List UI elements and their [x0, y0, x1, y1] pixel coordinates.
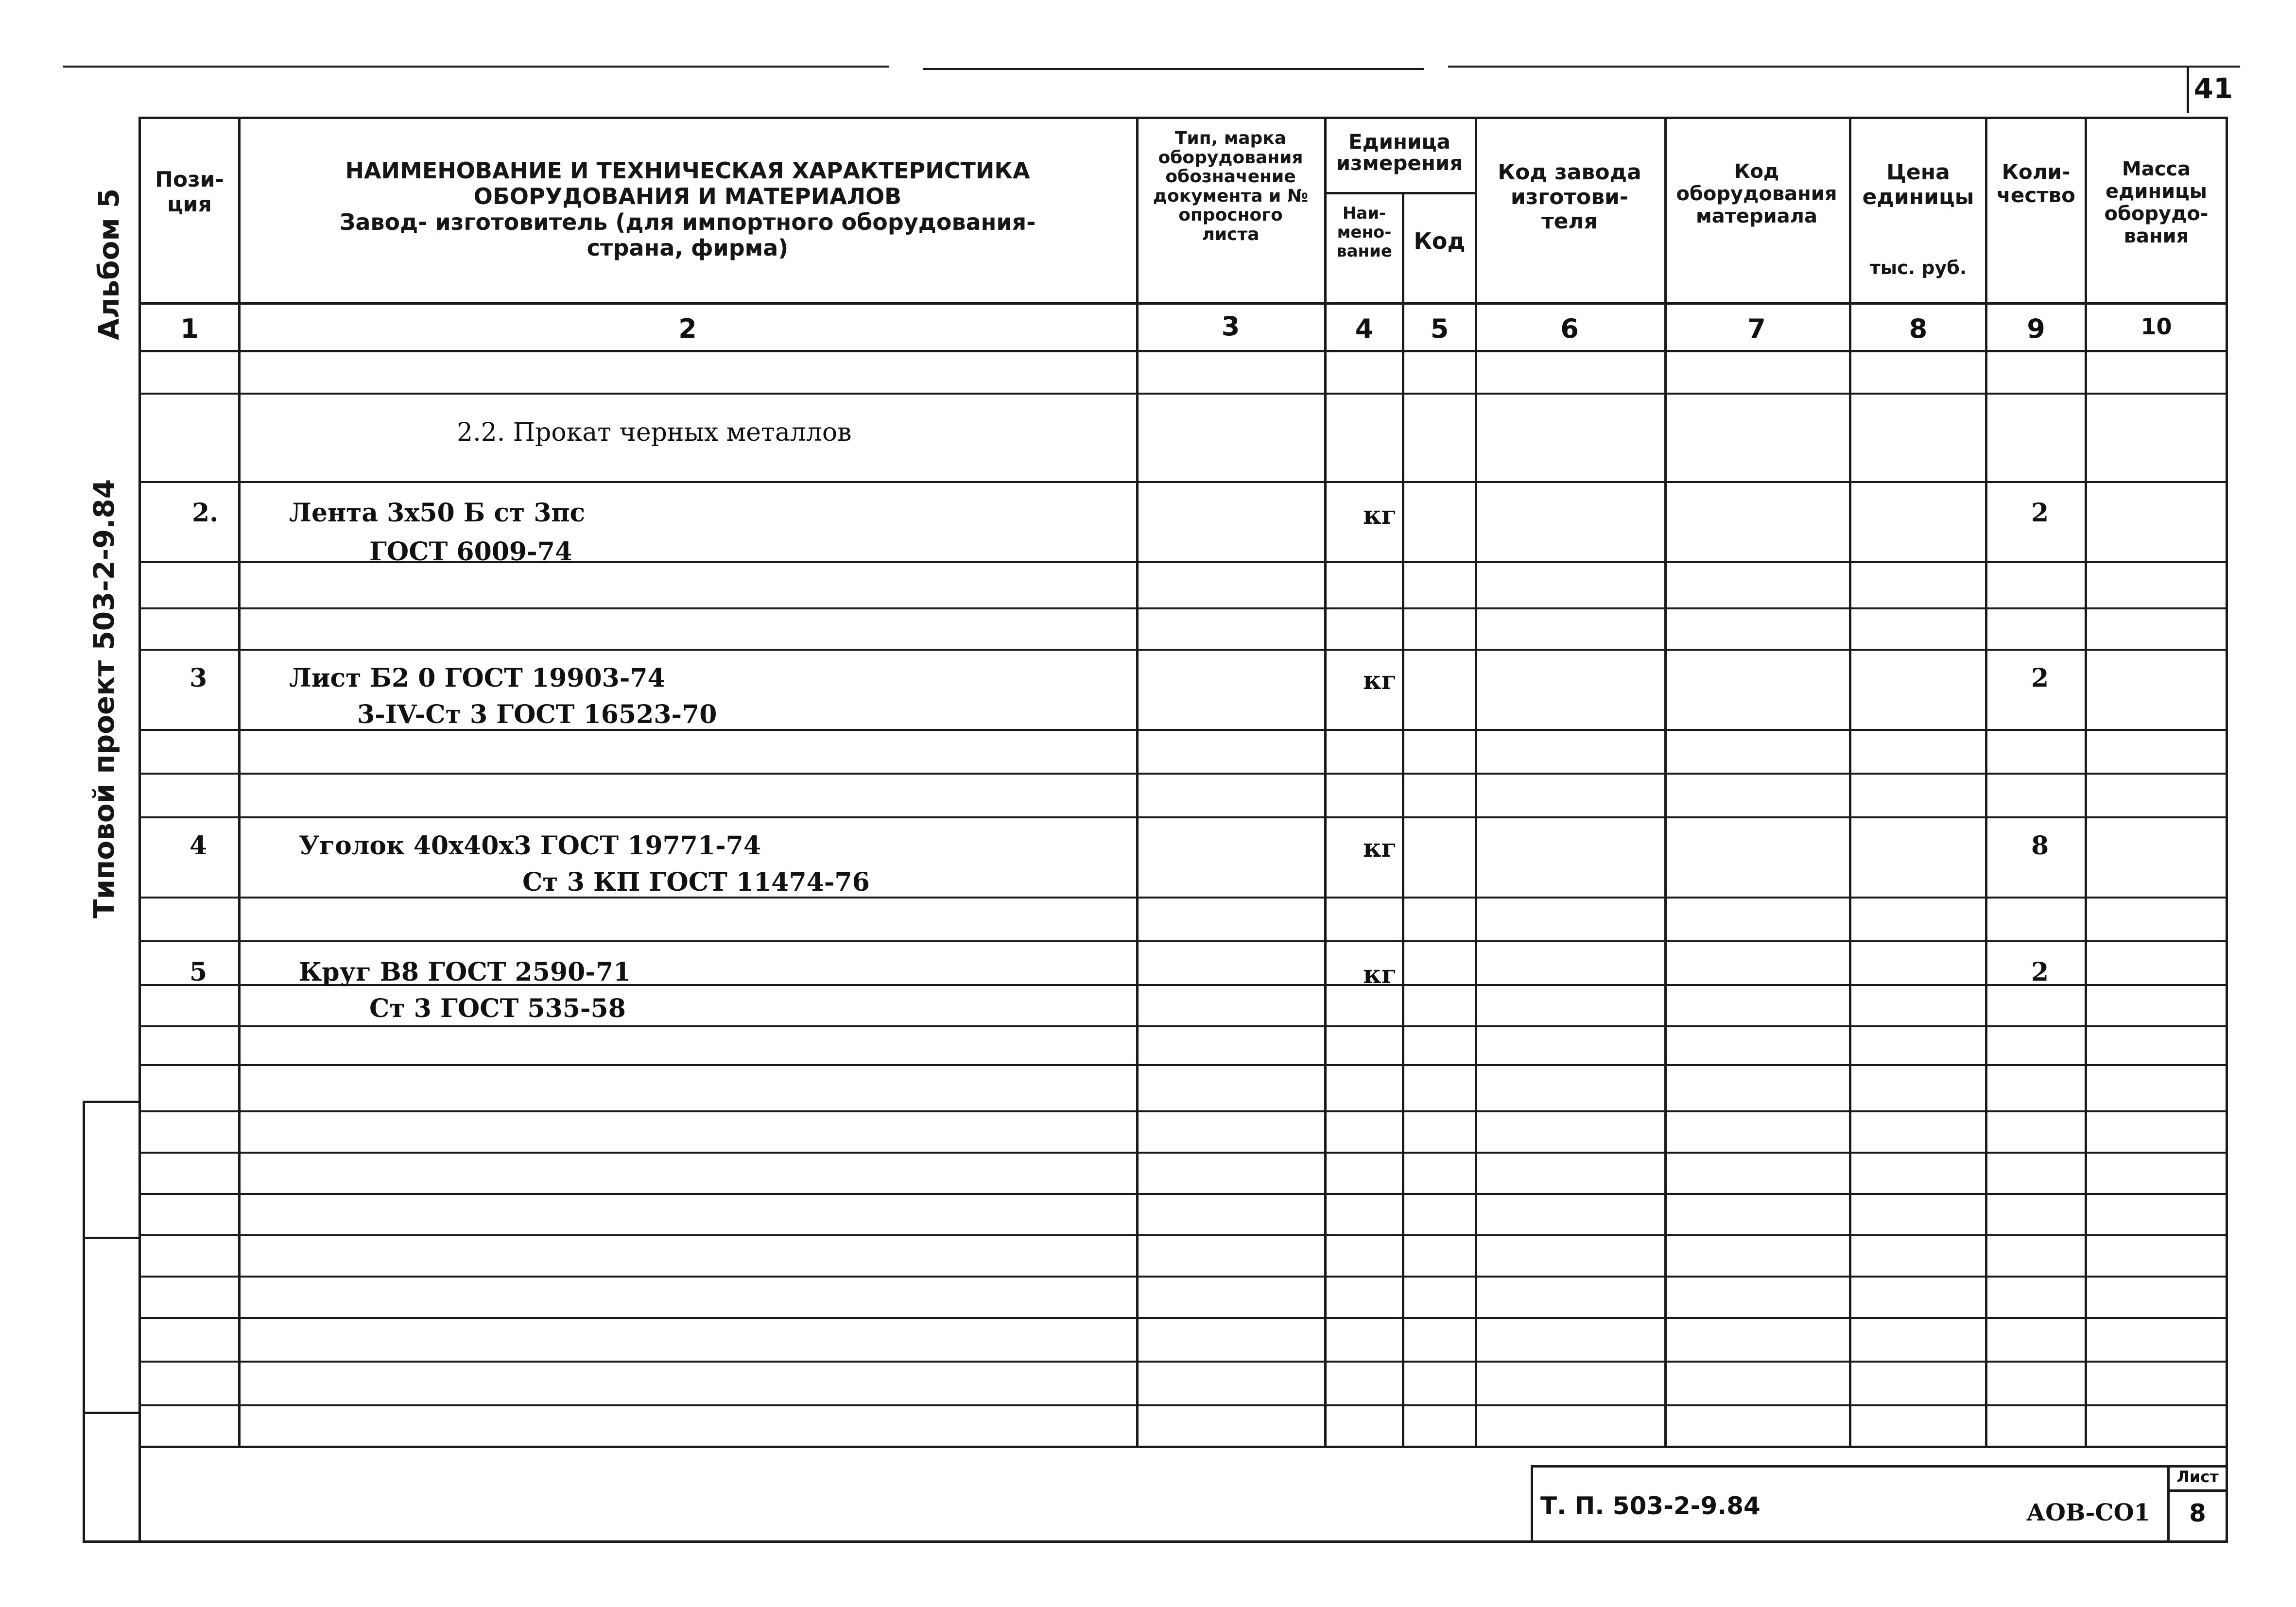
header-price: Цена единицы: [1862, 160, 1974, 209]
row-unit: кг: [1363, 501, 1397, 530]
page-number: 41: [2193, 72, 2233, 105]
row-position: 5: [190, 957, 207, 987]
top-rule-2: [923, 68, 1424, 70]
colnum-10: 10: [2141, 313, 2172, 340]
col-line-4: [1402, 192, 1404, 1448]
row-item-standard: 3-IV-Ст 3 ГОСТ 16523-70: [357, 700, 717, 729]
row-unit: кг: [1363, 833, 1397, 863]
row-rule: [138, 1064, 2228, 1066]
row-quantity: 8: [2031, 831, 2049, 861]
row-quantity: 2: [2031, 663, 2049, 693]
header-plant-code: Код завода изготови- теля: [1498, 160, 1641, 234]
header-mass: Масса единицы оборудо- вания: [2104, 158, 2209, 247]
unit-subheader-rule: [1324, 192, 1475, 194]
colnum-bottom-rule: [138, 350, 2228, 352]
colnum-2: 2: [678, 313, 697, 344]
colnum-9: 9: [2027, 313, 2045, 344]
row-item-name: Уголок 40х40х3 ГОСТ 19771-74: [299, 831, 761, 861]
stamp-designation: Т. П. 503-2-9.84: [1540, 1492, 1761, 1520]
top-rule-1: [63, 66, 889, 68]
stamp-sheet-number: 8: [2189, 1499, 2206, 1527]
row-rule: [138, 1361, 2228, 1363]
row-rule: [138, 1404, 2228, 1406]
row-rule: [138, 1234, 2228, 1236]
row-rule: [138, 1276, 2228, 1278]
side-strip-lower: [83, 1412, 141, 1414]
colnum-5: 5: [1430, 313, 1449, 344]
side-strip-mid: [83, 1237, 141, 1239]
colnum-3: 3: [1221, 311, 1240, 342]
frame-bottom: [83, 1540, 2228, 1543]
row-position: 3: [190, 663, 207, 693]
row-rule: [138, 393, 2228, 395]
row-item-name: Круг В8 ГОСТ 2590-71: [299, 957, 631, 987]
row-rule: [138, 649, 2228, 651]
colnum-6: 6: [1560, 313, 1579, 344]
frame-left: [138, 117, 141, 1540]
frame-right: [2226, 117, 2228, 1540]
side-strip-top: [83, 1101, 141, 1103]
row-rule: [138, 607, 2228, 609]
stamp-sheet-label: Лист: [2176, 1468, 2219, 1486]
row-item-name: Лента 3х50 Б ст 3пс: [289, 498, 586, 528]
section-title: 2.2. Прокат черных металлов: [457, 418, 852, 447]
header-unit-code: Код: [1414, 228, 1466, 254]
header-equipment-code: Код оборудования материала: [1676, 160, 1837, 227]
colnum-7: 7: [1747, 313, 1766, 344]
row-rule: [138, 940, 2228, 942]
row-rule: [138, 816, 2228, 818]
top-rule-3: [1448, 66, 2240, 68]
stamp-code: АОВ-СО1: [2026, 1499, 2150, 1526]
stamp-sheet-rule: [2167, 1489, 2228, 1492]
col-line-2: [1136, 117, 1139, 1448]
row-unit: кг: [1363, 960, 1397, 989]
page-number-box-left: [2187, 67, 2189, 113]
header-name: НАИМЕНОВАНИЕ И ТЕХНИЧЕСКАЯ ХАРАКТЕРИСТИКА ОБОРУДОВАНИЯ И МАТЕРИАЛОВ Завод- изготовитель (для импортного оборудования- страна, фирма): [339, 157, 1036, 261]
stamp-top: [1531, 1465, 2228, 1468]
row-item-standard: Ст 3 ГОСТ 535-58: [369, 994, 626, 1023]
row-rule: [138, 1152, 2228, 1154]
col-line-1: [238, 117, 241, 1448]
header-type: Тип, марка оборудования обозначение документа и № опросного листа: [1153, 128, 1309, 244]
header-price-unit: тыс. руб.: [1869, 257, 1967, 278]
row-unit: кг: [1363, 666, 1397, 695]
header-position: Пози- ция: [155, 167, 224, 217]
project-caption: Типовой проект 503-2-9.84: [87, 479, 121, 918]
colnum-1: 1: [180, 313, 199, 344]
colnum-4: 4: [1355, 313, 1374, 344]
row-item-standard: Ст 3 КП ГОСТ 11474-76: [522, 867, 870, 897]
row-rule: [138, 1025, 2228, 1027]
side-strip-left: [83, 1101, 85, 1543]
album-caption: Альбом 5: [92, 188, 125, 340]
row-rule: [138, 481, 2228, 483]
row-quantity: 2: [2031, 957, 2049, 987]
row-rule: [138, 1110, 2228, 1112]
row-rule: [138, 773, 2228, 775]
header-quantity: Коли- чество: [1997, 160, 2075, 207]
row-rule: [138, 1193, 2228, 1195]
table-bottom-rule: [138, 1446, 2228, 1448]
header-unit-name: Наи- мено- вание: [1336, 204, 1392, 261]
row-quantity: 2: [2031, 498, 2049, 528]
header-bottom-rule: [138, 302, 2228, 305]
row-position: 2.: [192, 498, 219, 528]
row-position: 4: [190, 831, 207, 861]
stamp-left: [1531, 1465, 1533, 1543]
row-item-standard: ГОСТ 6009-74: [369, 537, 573, 567]
row-rule: [138, 1317, 2228, 1319]
colnum-8: 8: [1909, 313, 1928, 344]
header-unit: Единица измерения: [1336, 130, 1463, 175]
row-rule: [138, 897, 2228, 899]
row-item-name: Лист Б2 0 ГОСТ 19903-74: [289, 663, 665, 693]
frame-top: [138, 117, 2228, 119]
